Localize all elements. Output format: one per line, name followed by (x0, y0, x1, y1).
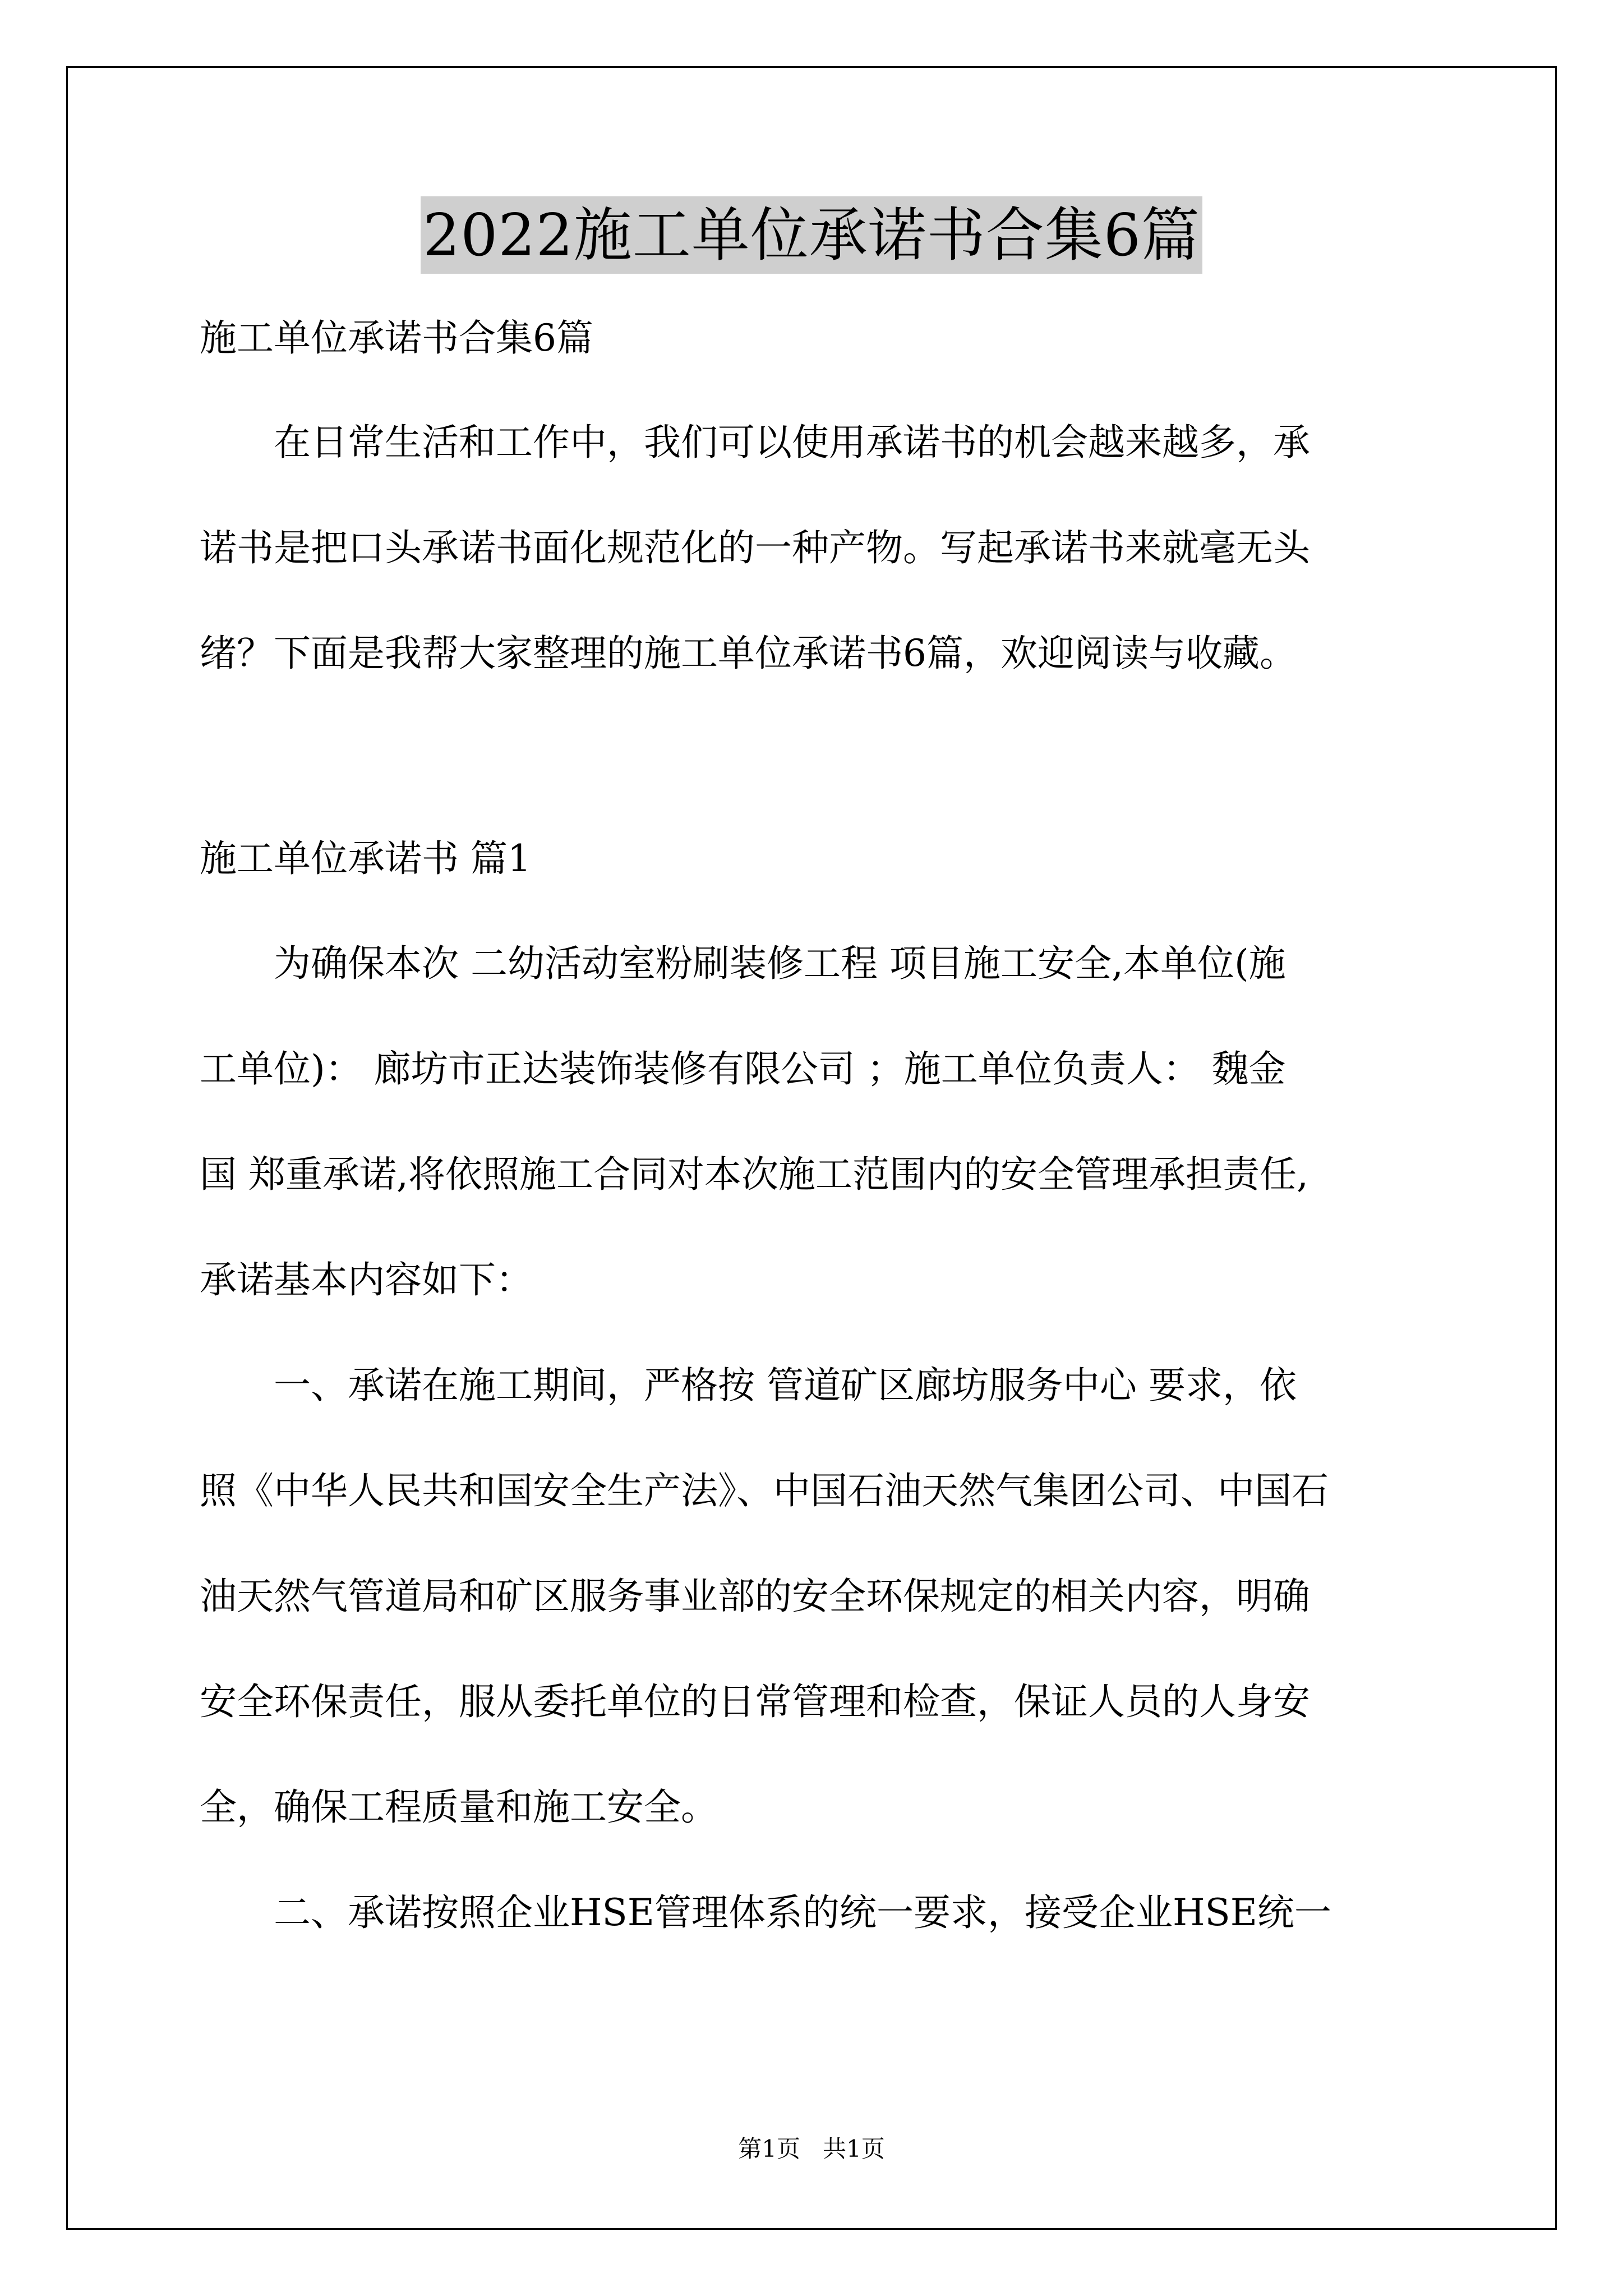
paragraph-line: 为确保本次 二幼活动室粉刷装修工程 项目施工安全,本单位(施 (274, 942, 1286, 985)
paragraph-line: 全，确保工程质量和施工安全。 (200, 1786, 718, 1829)
page-footer: 第1页 共1页 (738, 2135, 885, 2162)
paragraph-item-two (200, 1886, 1433, 1940)
paragraph-line: 国 郑重承诺,将依照施工合同对本次施工范围内的安全管理承担责任, (200, 1153, 1308, 1196)
title-container (0, 196, 1623, 274)
paragraph-line: 油天然气管道局和矿区服务事业部的安全环保规定的相关内容，明确 (200, 1575, 1310, 1618)
paragraph-line: 诺书是把口头承诺书面化规范化的一种产物。写起承诺书来就毫无头 (200, 526, 1310, 569)
paragraph-item-one (200, 1359, 1433, 1834)
section-heading: 施工单位承诺书 篇1 (200, 837, 531, 880)
paragraph-line: 二、承诺按照企业HSE管理体系的统一要求，接受企业HSE统一 (274, 1891, 1331, 1934)
document-body (200, 311, 1433, 1940)
document-title: 2022施工单位承诺书合集6篇 (421, 196, 1202, 274)
paragraph-line: 在日常生活和工作中，我们可以使用承诺书的机会越来越多，承 (274, 421, 1310, 464)
paragraph-line: 绪？下面是我帮大家整理的施工单位承诺书6篇，欢迎阅读与收藏。 (200, 632, 1297, 675)
paragraph-line: 工单位)： 廊坊市正达装饰装修有限公司 ；施工单位负责人： 魏金 (200, 1047, 1286, 1091)
paragraph-line: 一、承诺在施工期间，严格按 管道矿区廊坊服务中心 要求，依 (274, 1364, 1297, 1407)
document-subtitle: 施工单位承诺书合集6篇 (200, 316, 593, 360)
intro-paragraph (200, 416, 1433, 680)
paragraph-commitment-intro (200, 937, 1433, 1307)
paragraph-line: 安全环保责任，服从委托单位的日常管理和检查，保证人员的人身安 (200, 1680, 1310, 1723)
paragraph-line: 照《中华人民共和国安全生产法》、中国石油天然气集团公司、中国石 (200, 1469, 1329, 1512)
paragraph-line: 承诺基本内容如下： (200, 1258, 533, 1301)
